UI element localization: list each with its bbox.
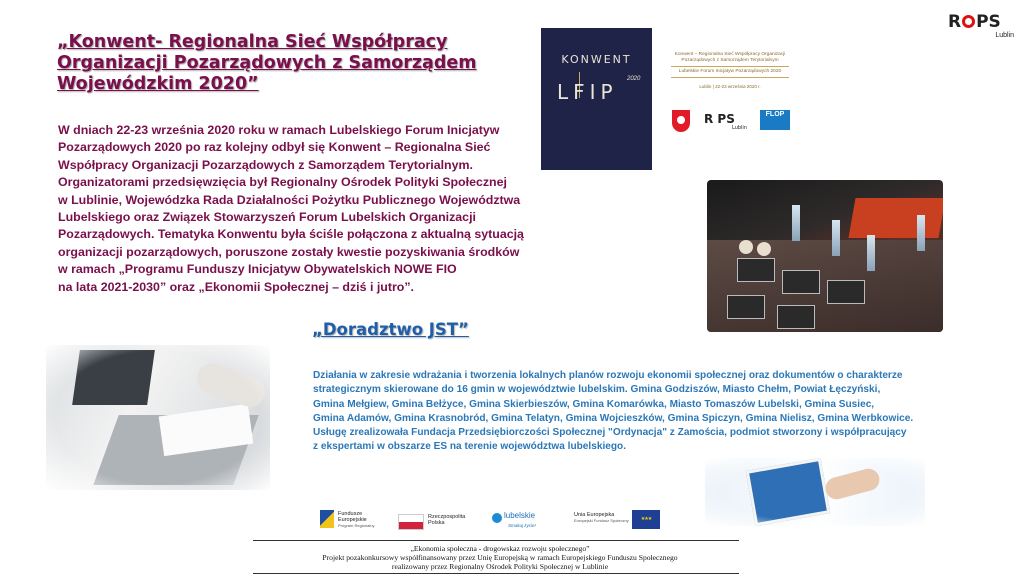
rzeczpospolita-polska-logo [398,508,478,534]
rp-text [428,514,465,526]
ue-line: Europejski Fundusz Społeczny [574,518,629,523]
doradztwo-title: „Doradztwo JST” [312,320,469,339]
footer-project-info [250,544,750,571]
rops-logo-ring-icon [962,15,975,28]
lubelskie-sub: Smakuj życie! [508,523,536,528]
award-plaque-icon [827,280,865,304]
konwent-title-line: Organizacji Pozarządowych z Samorządem [57,53,477,73]
info-card-date: Lublin | 22-23 września 2020 r. [699,84,761,89]
doradztwo-text-line: Usługę zrealizowała Fundacja Przedsiębiorczości Społecznej "Ordynacja" z Zamościa, podmiot stworzony i współpracujący [313,427,907,439]
rops-logo-r: R [948,12,962,32]
tablet-device [746,458,831,526]
lfip-konwent-tile [541,28,652,170]
konwent-text-line: W dniach 22-23 września 2020 roku w ramach Lubelskiego Forum Inicjatyw [58,123,500,137]
award-plaque-icon [777,305,815,329]
funding-logos [312,506,664,536]
rops-mini-sub: Lublin [732,125,747,131]
writing-hand [193,359,269,411]
footer-line: realizowany przez Regionalny Ośrodek Polityki Społecznej w Lublinie [391,562,609,571]
laptop-work-photo [46,345,270,490]
fe-line: Fundusze [338,511,363,517]
medal-icon [757,242,771,256]
doradztwo-text-line: z ekspertami w obszarze ES na terenie województwa lubelskiego. [313,441,626,453]
rops-mini-text: R PS [704,112,735,126]
konwent-text-line: Lubelskiego oraz Związek Stowarzyszeń Forum Lubelskich Organizacji [58,210,476,225]
info-card-line: Lubelskie Forum Inicjatyw Pozarządowych 2020 [678,69,782,74]
konwent-title [57,32,527,95]
flop-logo: FLOP [760,110,790,130]
konwent-text-line: Pozarządowych 2020 po raz kolejny odbył się Konwent – Regionalna Sieć [58,140,491,155]
info-card-divider [671,66,789,67]
lfip-label: LFIP [557,80,618,104]
glass-trophy-icon [832,220,840,256]
rops-logo-ps: PS [976,12,1001,32]
konwent-text-line: Organizatorami przedsięwzięcia był Regionalny Ośrodek Polityki Społecznej [58,175,507,190]
konwent-text-line: w Lublinie, Wojewódzka Rada Działalności Pożytku Publicznego Województwa [58,192,521,207]
ue-line: Unia Europejska [574,512,615,518]
lubelskie-logo [492,508,552,534]
fundusze-europejskie-icon [320,510,334,528]
medal-icon [739,240,753,254]
awards-photo-backdrop [848,198,943,238]
konwent-title-line: Wojewódzkim 2020” [57,74,259,94]
konwent-description [58,122,548,296]
award-plaque-icon [727,295,765,319]
fe-text [338,511,374,529]
footer-line: Projekt pozakonkursowy współfinansowany przez Unię Europejską w ramach Europejskiego Funduszu Społecznego [322,553,678,562]
doradztwo-text-line: Gmina Mełgiew, Gmina Bełżyce, Gmina Skierbieszów, Gmina Komarówka, Miasto Tomaszów Lubelski, Gmina Susiec, [313,398,875,410]
award-plaque-icon [737,258,775,282]
glass-trophy-icon [792,205,800,241]
rp-line: Rzeczpospolita [428,514,466,520]
fundusze-europejskie-logo [320,508,390,534]
info-card-divider [671,77,789,78]
info-card-line: Konwent – Regionalna Sieć Współpracy Organizacji [674,52,786,57]
glass-trophy-icon [867,235,875,271]
footer-divider [253,540,739,541]
fe-line: Program Regionalny [338,523,375,528]
lubelskie-coat-of-arms-icon [672,110,690,132]
doradztwo-description [313,369,1003,455]
award-plaque-icon [782,270,820,294]
polish-flag-icon [398,514,424,530]
lubelskie-text: lubelskie [504,511,536,520]
tablet-chart-photo [705,458,925,526]
laptop-screen [72,350,155,405]
doradztwo-text-line: Gmina Adamów, Gmina Krasnobród, Gmina Telatyn, Gmina Wojcieszków, Gmina Spiczyn, Gmina Nielisz, Gmina Werbkowice. [313,412,914,424]
lfip-konwent-label: KONWENT [561,53,632,66]
rops-logo [948,12,1018,42]
tablet-hand [823,466,882,501]
info-card-line: Pozarządowych z Samorządem Terytorialnym [681,58,779,63]
konwent-text-line: Pozarządowych. Tematyka Konwentu była ściśle połączona z aktualną sytuacją [58,227,524,242]
rp-line: Polska [428,520,445,526]
rops-mini-logo [704,112,747,131]
ue-text [574,512,629,524]
eu-flag-icon: ★★★ [632,510,660,529]
konwent-text-line: Współpracy Organizacji Pozarządowych z Samorządem Terytorialnym. [58,157,473,172]
lubelskie-icon [492,513,502,523]
konwent-text-line: organizacji pozarządowych, poruszone zostały kwestie pozyskiwania środków [58,244,520,259]
doradztwo-text-line: strategicznym skierowane do 16 gmin w województwie lubelskim. Gmina Godziszów, Miasto Chełm, Powiat Łęczyński, [313,384,881,396]
konwent-text-line: w ramach „Programu Funduszy Inicjatyw Obywatelskich NOWE FIO [58,262,457,277]
doradztwo-text-line: Działania w zakresie wdrażania i tworzenia lokalnych planów rozwoju ekonomii społecznej oraz dokumentów o charakterze [313,370,903,381]
info-card-logos [670,108,795,134]
glass-trophy-icon [917,215,925,251]
lfip-year: 2020 [627,76,641,82]
fe-line: Europejskie [338,517,367,523]
konwent-text-line: na lata 2021-2030” oraz „Ekonomii Społecznej – dziś i jutro”. [58,279,415,294]
footer-divider-bottom [253,573,739,574]
rops-logo-sub: Lublin [995,32,1014,39]
unia-europejska-logo [574,508,664,534]
footer-line: „Ekonomia społeczna - drogowskaz rozwoju społecznego” [410,544,590,553]
konwent-title-line: „Konwent- Regionalna Sieć Współpracy [57,32,448,52]
awards-photo [707,180,943,332]
